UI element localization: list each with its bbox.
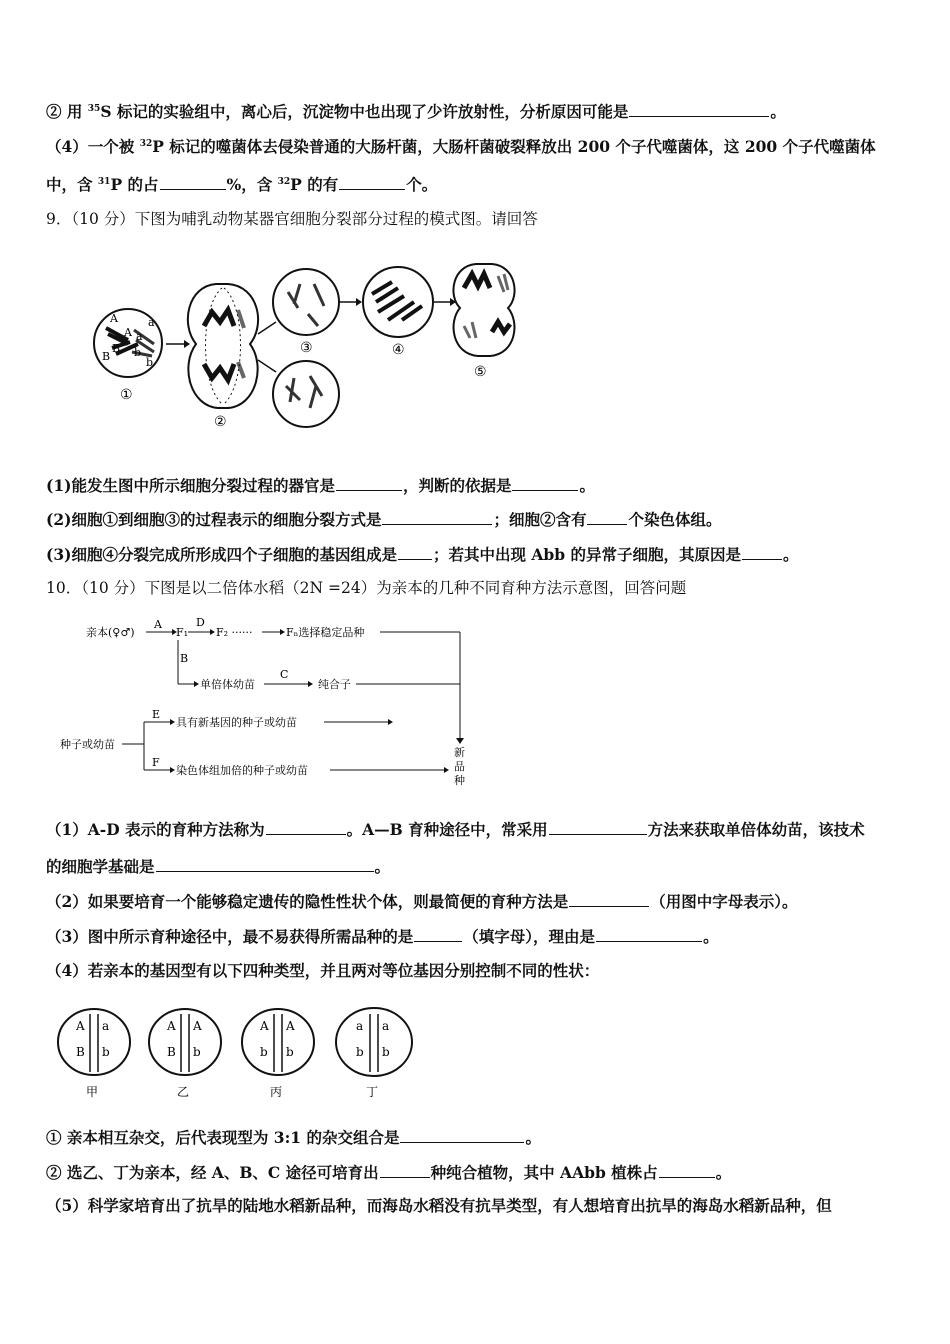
q10-1-cont: 的细胞学基础是 。 <box>46 857 391 876</box>
svg-text:丙: 丙 <box>270 1085 283 1099</box>
svg-text:B: B <box>112 342 121 355</box>
q10-3: （3）图中所示育种途径中，最不易获得所需品种的是 （填字母），理由是 。 <box>46 927 719 946</box>
breeding-diagram <box>58 612 478 794</box>
q9-3: (3)细胞④分裂完成所形成四个子细胞的基因组成是 ；若其中出现 Abb 的异常子细胞，其原因是 。 <box>46 545 799 564</box>
svg-text:丁: 丁 <box>366 1085 379 1099</box>
cell-ding <box>336 1008 412 1099</box>
svg-text:b: b <box>134 346 142 359</box>
cell-1 <box>94 309 162 403</box>
answer-blank[interactable] <box>380 1161 430 1178</box>
svg-text:b: b <box>286 1045 294 1059</box>
svg-text:具有新基因的种子或幼苗: 具有新基因的种子或幼苗 <box>176 716 297 729</box>
q10-4-2: ② 选乙、丁为亲本，经 A、B、C 途径可培育出 种纯合植物，其中 AAbb 植株占 。 <box>46 1163 732 1182</box>
svg-text:Fₙ选择稳定品种: Fₙ选择稳定品种 <box>286 626 365 639</box>
svg-text:种: 种 <box>454 774 465 787</box>
label-5: ⑤ <box>474 364 487 380</box>
svg-text:A: A <box>167 1019 176 1033</box>
q10-1: （1）A-D 表示的育种方法称为 。A—B 育种途径中，常采用 方法来获取单倍体幼苗，该技术 <box>46 820 865 839</box>
q8-2-text: ② 用 $^{35}$S 标记的实验组中，离心后，沉淀物中也出现了少许放射性，分析原因可能是 。 <box>46 102 786 121</box>
svg-text:乙: 乙 <box>177 1085 190 1099</box>
answer-blank[interactable] <box>569 890 649 907</box>
answer-blank[interactable] <box>512 474 578 491</box>
svg-text:a: a <box>148 316 155 329</box>
q9-2: (2)细胞①到细胞③的过程表示的细胞分裂方式是 ；细胞②含有 个染色体组。 <box>46 510 722 529</box>
q9-heading: 9．（10 分）下图为哺乳动物某器官细胞分裂部分过程的模式图。请回答 <box>46 210 538 228</box>
svg-text:b: b <box>382 1045 390 1059</box>
svg-text:B: B <box>76 1045 85 1059</box>
cell-jia <box>58 1009 130 1099</box>
answer-blank[interactable] <box>398 543 432 560</box>
answer-blank[interactable] <box>156 855 374 872</box>
cell-2 <box>188 284 258 430</box>
svg-text:a: a <box>382 1019 390 1033</box>
svg-text:种子或幼苗: 种子或幼苗 <box>60 738 115 751</box>
svg-text:单倍体幼苗: 单倍体幼苗 <box>200 678 255 691</box>
cell-5 <box>453 264 514 380</box>
answer-blank[interactable] <box>400 1126 524 1143</box>
svg-text:甲: 甲 <box>86 1085 99 1099</box>
svg-text:A: A <box>124 326 132 339</box>
svg-text:B: B <box>167 1045 176 1059</box>
answer-blank[interactable] <box>596 925 702 942</box>
svg-text:A: A <box>260 1019 269 1033</box>
svg-text:b: b <box>102 1045 110 1059</box>
q8-4-text: （4）一个被 $^{32}$P 标记的噬菌体去侵染普通的大肠杆菌，大肠杆菌破裂释放出 200 个子代噬菌体，这 200 个子代噬菌体 <box>46 137 876 156</box>
svg-text:b: b <box>193 1045 201 1059</box>
q9-1: (1)能发生图中所示细胞分裂过程的器官是 ，判断的依据是 。 <box>46 476 595 495</box>
cell-3 <box>273 269 339 356</box>
q10-4: （4）若亲本的基因型有以下四种类型，并且两对等位基因分别控制不同的性状： <box>46 961 600 980</box>
answer-blank[interactable] <box>266 818 346 835</box>
svg-text:B: B <box>102 350 111 363</box>
cell-4 <box>363 267 433 358</box>
svg-text:B: B <box>180 652 189 665</box>
answer-blank[interactable] <box>414 925 462 942</box>
cell-yi <box>149 1009 221 1099</box>
answer-blank[interactable] <box>587 508 627 525</box>
svg-text:A: A <box>110 312 118 325</box>
answer-blank[interactable] <box>336 474 402 491</box>
svg-text:D: D <box>196 616 205 629</box>
q10-5: （5）科学家培育出了抗旱的陆地水稻新品种，而海岛水稻没有抗旱类型，有人想培育出抗旱的海岛水稻新品种，但 <box>46 1196 832 1215</box>
cell-bing <box>242 1009 314 1099</box>
answer-blank[interactable] <box>339 173 405 190</box>
svg-text:品: 品 <box>454 760 465 773</box>
svg-text:C: C <box>280 668 289 681</box>
svg-text:a: a <box>136 330 143 343</box>
svg-text:b: b <box>260 1045 268 1059</box>
q10-2: （2）如果要培育一个能够稳定遗传的隐性性状个体，则最简便的育种方法是 （用图中字母表示）。 <box>46 892 798 911</box>
svg-text:a: a <box>102 1019 110 1033</box>
svg-text:A: A <box>154 618 162 631</box>
svg-text:纯合子: 纯合子 <box>318 678 351 691</box>
label-3: ③ <box>300 340 313 356</box>
svg-text:F: F <box>152 756 160 769</box>
svg-text:b: b <box>356 1045 364 1059</box>
q10-4-1: ① 亲本相互杂交，后代表现型为 3:1 的杂交组合是 。 <box>46 1128 541 1147</box>
q8-4-text-cont: 中，含 $^{31}$P 的占 %，含 $^{32}$P 的有 个。 <box>46 175 438 194</box>
answer-blank[interactable] <box>629 100 769 117</box>
svg-text:亲本(♀♂): 亲本(♀♂) <box>86 626 135 639</box>
genotype-cells <box>50 1004 430 1104</box>
svg-text:F₁: F₁ <box>176 626 189 639</box>
svg-text:A: A <box>286 1019 295 1033</box>
svg-text:a: a <box>356 1019 364 1033</box>
answer-blank[interactable] <box>659 1161 715 1178</box>
cell-3b <box>273 361 339 427</box>
label-2: ② <box>214 414 227 430</box>
svg-text:新: 新 <box>454 746 465 759</box>
label-1: ① <box>120 387 133 403</box>
q10-heading: 10．（10 分）下图是以二倍体水稻（2N =24）为亲本的几种不同育种方法示意图，回答问题 <box>46 579 687 597</box>
svg-text:E: E <box>152 708 161 721</box>
svg-text:A: A <box>193 1019 202 1033</box>
svg-text:b: b <box>146 356 154 369</box>
answer-blank[interactable] <box>742 543 782 560</box>
cell-division-diagram <box>88 236 548 436</box>
svg-text:A: A <box>76 1019 85 1033</box>
answer-blank[interactable] <box>160 173 226 190</box>
svg-text:染色体组加倍的种子或幼苗: 染色体组加倍的种子或幼苗 <box>176 764 308 777</box>
answer-blank[interactable] <box>549 818 647 835</box>
svg-text:F₂ ······: F₂ ······ <box>216 626 253 639</box>
label-4: ④ <box>392 342 405 358</box>
answer-blank[interactable] <box>382 508 492 525</box>
